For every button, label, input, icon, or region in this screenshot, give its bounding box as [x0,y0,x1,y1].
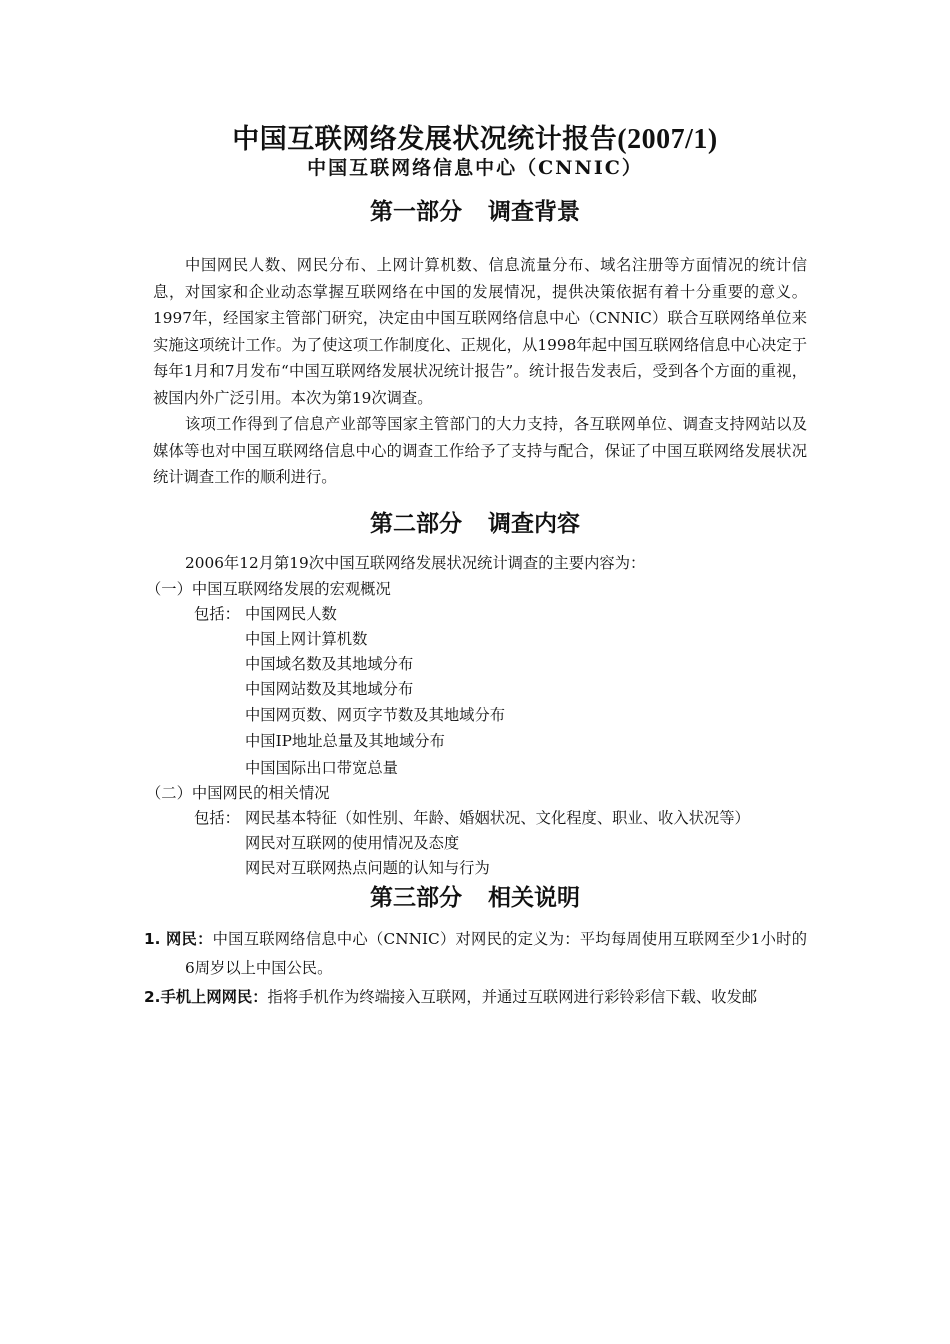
part2-intro: 2006年12月第19次中国互联网络发展状况统计调查的主要内容为： [185,554,646,572]
report-title-text: 中国互联网络发展状况统计报告 [232,124,618,155]
part1-number: 第一部分 [370,199,462,225]
section1-item: 中国域名数及其地域分布 [245,655,414,673]
section2-item: 网民对互联网的使用情况及态度 [245,834,460,852]
note-text: 指将手机作为终端接入互联网，并通过互联网进行彩铃彩信下载、收发邮 [267,988,758,1006]
section1-item: 中国网民人数 [245,605,337,623]
section2-label: （二）中国网民的相关情况 [146,784,330,802]
part1-title: 调查背景 [488,199,580,225]
part2-title: 调查内容 [488,511,580,537]
part3-title: 相关说明 [488,885,580,911]
section1-item: 中国国际出口带宽总量 [245,759,398,777]
report-subtitle: 中国互联网络信息中心（CNNIC） [307,157,643,179]
note-term: 2.手机上网网民： [144,988,268,1006]
section2-include-prefix: 包括： [194,809,240,827]
part2-heading [0,508,950,540]
note-mobile-netizen [144,983,807,1012]
note-term: 1. 网民： [144,930,213,948]
part1-paragraph-2: 该项工作得到了信息产业部等国家主管部门的大力支持，各互联网单位、调查支持网站以及媒体等也对中国互联网络信息中心的调查工作给予了支持与配合，保证了中国互联网络发展状况统计调查工作的顺利进行。 [153,415,807,486]
part3-heading [0,882,950,914]
section1-include-prefix: 包括： [194,605,240,623]
section2-item: 网民基本特征（如性别、年龄、婚姻状况、文化程度、职业、收入状况等） [245,809,750,827]
section1-label: （一）中国互联网络发展的宏观概况 [146,580,391,598]
part2-number: 第二部分 [370,511,462,537]
section1-item: 中国上网计算机数 [245,630,368,648]
report-title-year: (2007/1) [617,124,718,155]
part1-heading [0,196,950,228]
section1-item: 中国IP地址总量及其地域分布 [245,732,445,750]
part1-paragraph-1: 中国网民人数、网民分布、上网计算机数、信息流量分布、域名注册等方面情况的统计信息，对国家和企业动态掌握互联网络在中国的发展情况，提供决策依据有着十分重要的意义。1997年，经国家主管部门研究，决定由中国互联网络信息中心（CNNIC）联合互联网络单位来实施这项统计工作。为了使这项工作制度化、正规化，从1998年起中国互联网络信息中心决定于每年1月和7月发布“中国互联网络发展状况统计报告”。统计报告发表后，受到各个方面的重视，被国内外广泛引用。本次为第19次调查。 [153,256,807,407]
part3-number: 第三部分 [370,885,462,911]
note-text: 中国互联网络信息中心（CNNIC）对网民的定义为：平均每周使用互联网至少1小时的6周岁以上中国公民。 [185,930,807,977]
note-netizen [144,925,807,983]
section1-item: 中国网站数及其地域分布 [245,680,414,698]
section1-item: 中国网页数、网页字节数及其地域分布 [245,706,506,724]
report-title [0,122,950,158]
section2-item: 网民对互联网热点问题的认知与行为 [245,859,490,877]
